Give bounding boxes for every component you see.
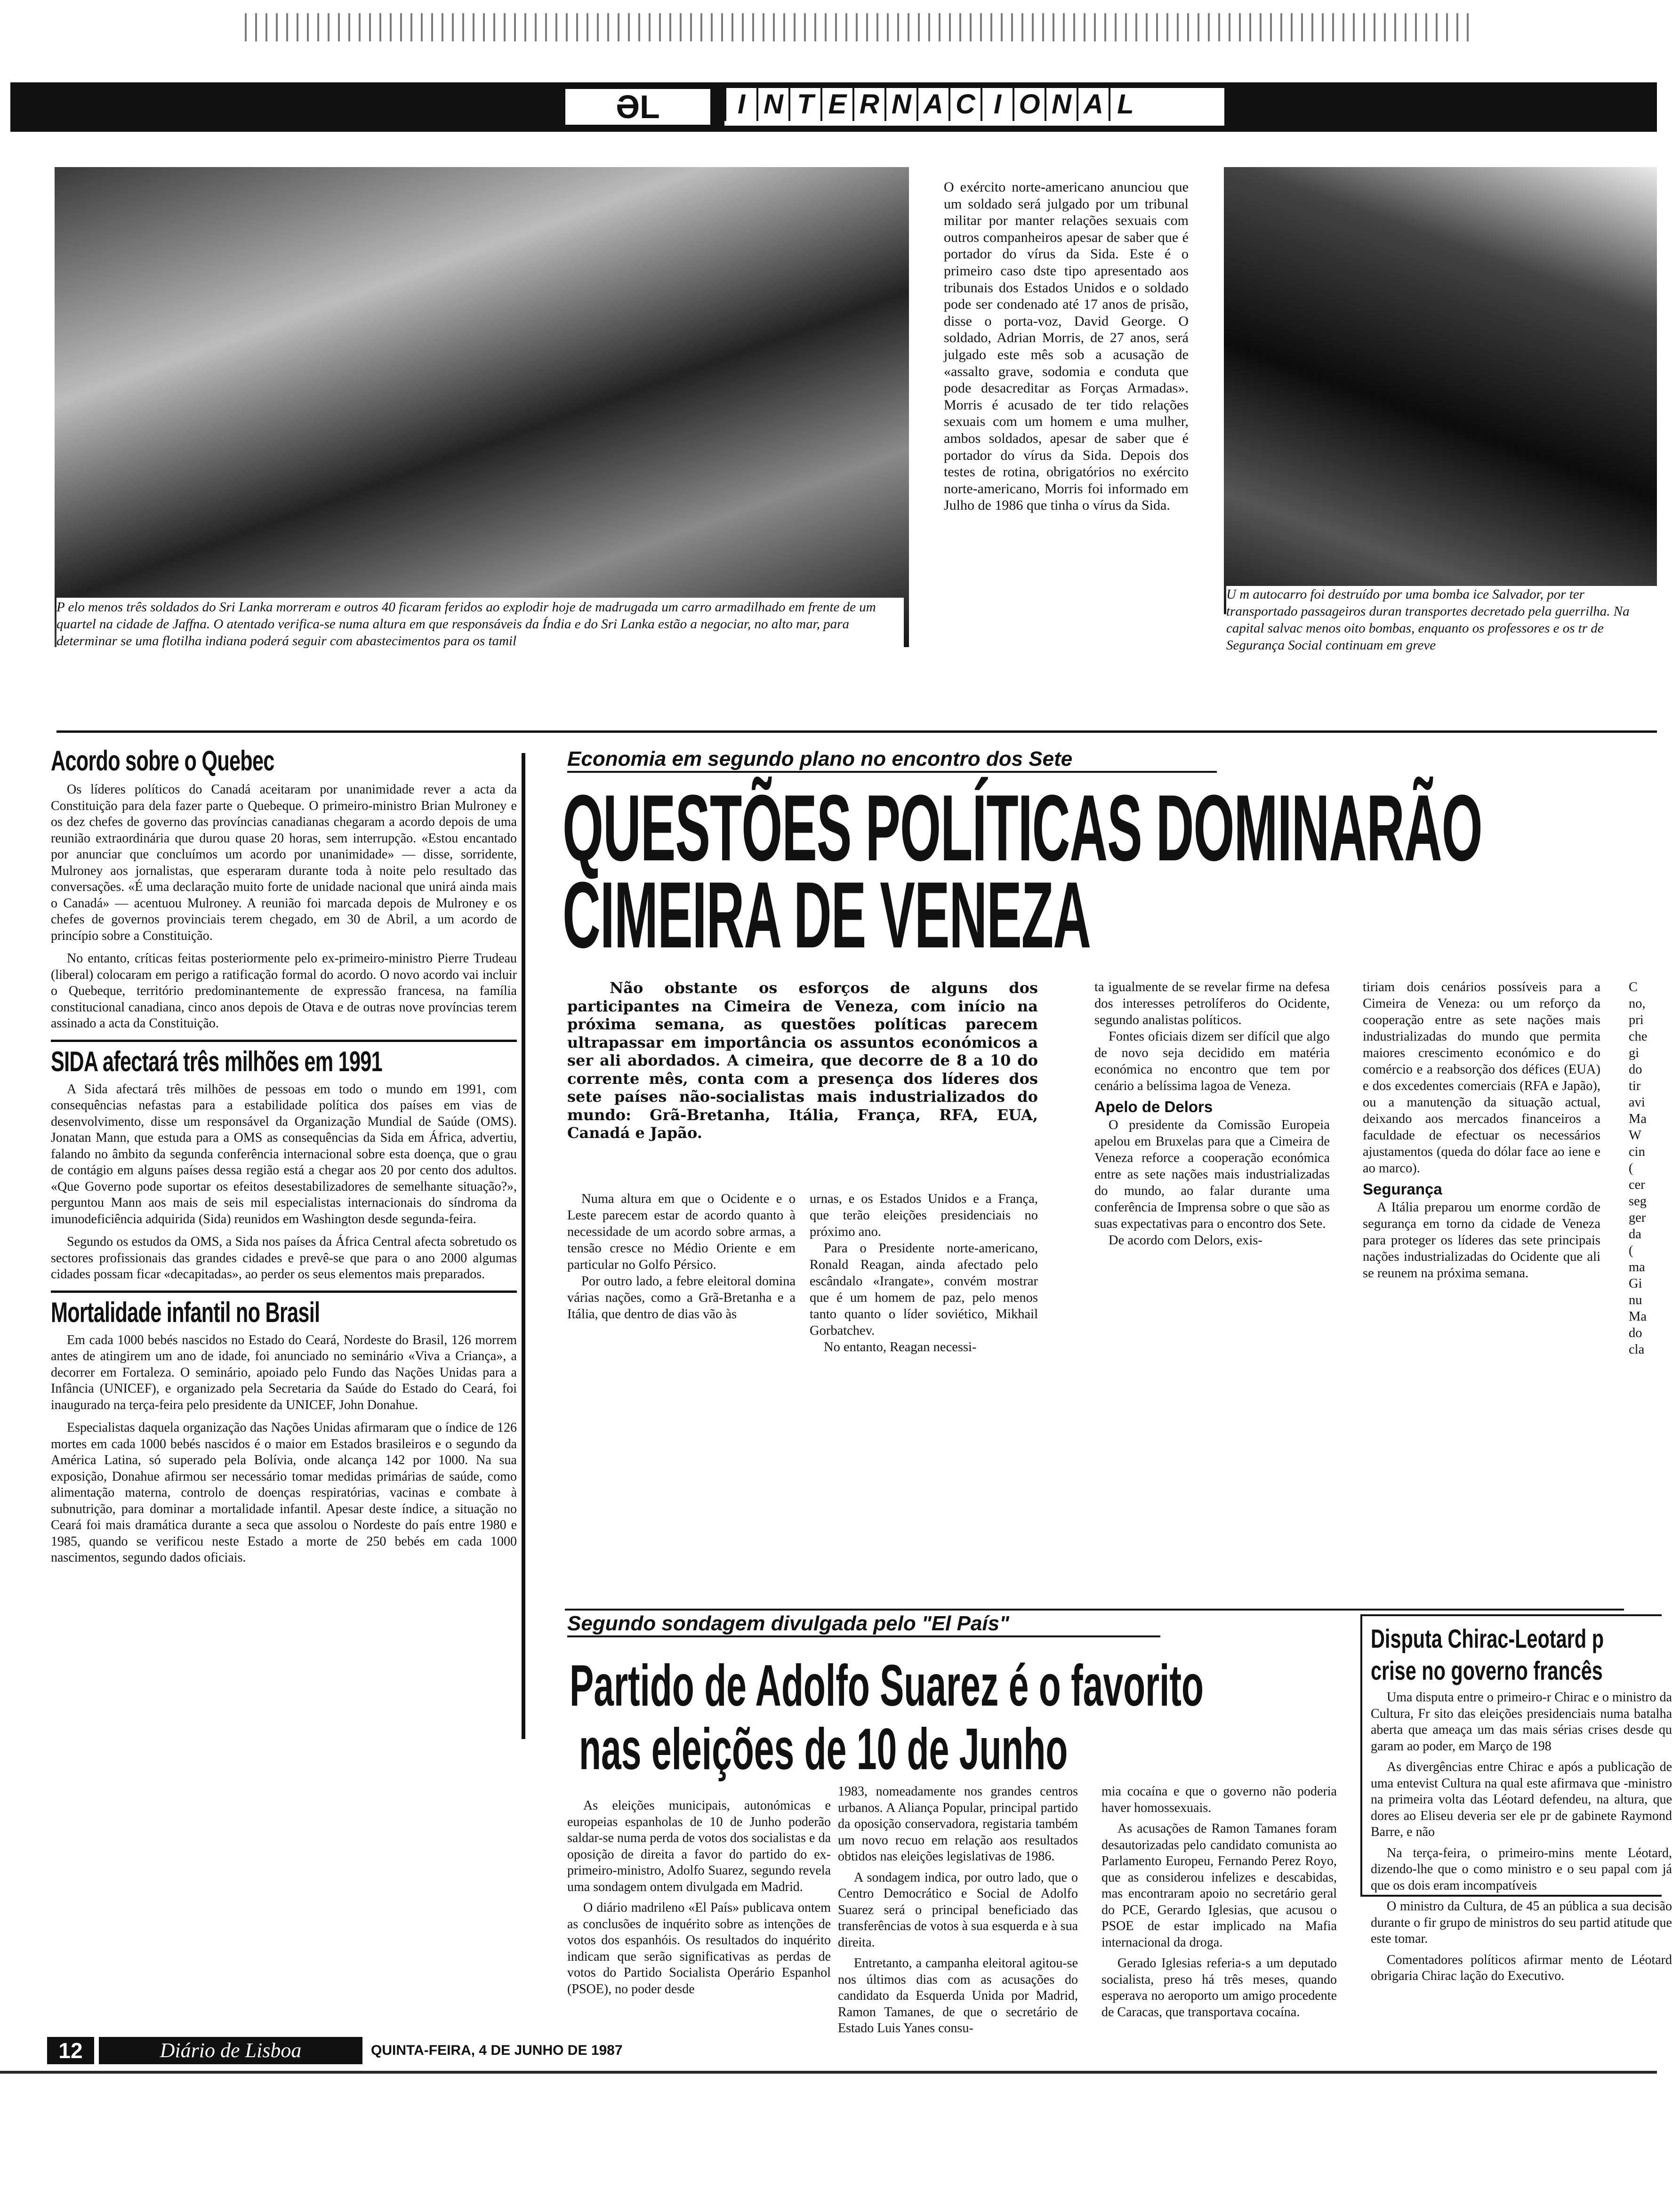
suarez-headline-1: Partido de Adolfo Suarez é o favorito bbox=[570, 1653, 1204, 1718]
chirac-p4: O ministro da Cultura, de 45 an pública a sua decisão durante o fir grupo de ministros do seu partid atitude que este tomar. bbox=[1371, 1899, 1672, 1946]
section-title-letter: O bbox=[1013, 88, 1045, 121]
section-title-letter: E bbox=[820, 88, 852, 121]
cimeira-kicker: Economia em segundo plano no encontro dos Sete bbox=[567, 747, 1217, 773]
section-title-letters bbox=[724, 88, 1224, 121]
section-title-letter: I bbox=[981, 88, 1013, 121]
divider-mid bbox=[565, 1609, 1624, 1611]
section-title-box bbox=[723, 86, 1226, 128]
section-badge: ƏL bbox=[563, 86, 713, 128]
suarez-col-3 bbox=[1101, 1784, 1337, 2025]
cimeira-col-5-fragment: C no, pri che gi do tir avi Ma W cin ( cer seg ger da ( ma Gi nu Ma do cla bbox=[1629, 980, 1648, 1357]
quebec-title: Acordo sobre o Quebec bbox=[51, 745, 274, 777]
page-number: 12 bbox=[47, 2037, 94, 2064]
suarez-col1-p2: O diário madrileno «El País» publicava ontem as conclusões de inquérito sobre as intenções de votos dos espanhóis. Os resultados do inquérito indicam que serão significativas as perdas de votos do Partido Socialista Operário Espanhol (PSOE), no poder desde bbox=[567, 1900, 831, 1996]
chirac-title-2: crise no governo francês bbox=[1371, 1656, 1603, 1685]
suarez-col2-p2: A sondagem indica, por outro lado, que o Centro Democrático e Social de Adolfo Suarez será o principal beneficiado das transferências de votos à sua esquerda e à sua direita. bbox=[838, 1870, 1078, 1950]
cimeira-col1-p2: Por outro lado, a febre eleitoral domina várias nações, como a Grã-Bretanha e a Itália, que dentro de dias vão às bbox=[567, 1274, 796, 1322]
vertical-rule bbox=[522, 753, 525, 1739]
cimeira-col2-p1: urnas, e os Estados Unidos e a França, que terão eleições presidenciais no próximo ano. bbox=[810, 1192, 1038, 1239]
brasil-title: Mortalidade infantil no Brasil bbox=[51, 1296, 320, 1328]
cimeira-headline-2: CIMEIRA DE VENEZA bbox=[563, 863, 1091, 968]
sida-military-story bbox=[944, 179, 1189, 701]
photo-soldiers-sri-lanka bbox=[55, 167, 909, 647]
suarez-headline-2: nas eleições de 10 de Junho bbox=[579, 1717, 1068, 1782]
cimeira-lead-text: Não obstante os esforços de alguns dos participantes na Cimeira de Veneza, com início na próxima semana, as questões políticas parecem ultrapassar em importância os assuntos económicos a ser ali abordados. A cimeira, que decorre de 8 a 10 do corrente mês, conta com a presença dos líderes dos sete países não-socialistas mais industrializados do mundo: Grã-Bretanha, Itália, França, RFA, EUA, Canadá e Japão. bbox=[567, 979, 1038, 1142]
sida-paragraph-1: A Sida afectará três milhões de pessoas em todo o mundo em 1991, com consequências nefastas para a estabilidade política dos países em vias de desenvolvimento, disse um responsável da Organização Mundial de Saúde (OMS). Jonatan Mann, que estuda para a OMS as consequências da Sida em África, advertiu, falando no âmbito da segunda conferência internacional sobre esta doença, que o grau de contágio em alguns países dessa região está a chegar aos 20 por cento dos adultos. «Que Governo pode suportar os efeitos desestabilizadores de semelhante situação?», perguntou Mann aos mais de seis mil especialistas internacionais do síndroma da imunodeficiência adquirida (Sida) reunidos em Washington desde segunda-feira. bbox=[51, 1082, 517, 1226]
newspaper-name: Diário de Lisboa bbox=[99, 2037, 362, 2064]
quebec-paragraph-1: Os líderes políticos do Canadá aceitaram por unanimidade rever a acta da Constituição para dela fazer parte o Quebeque. O primeiro-ministro Brian Mulroney e os dez chefes de governo das províncias canadianas chegaram a acordo depois de uma reunião extraordinária que durou quase 20 horas, sem interrupção. «Estou encantado por anunciar que concluímos um acordo por unanimidade» — disse, sorridente, Mulroney aos jornalistas, que esperaram durante toda à noite pelo resultado das conversações. «É uma declaração muito forte de unidade nacional que unirá ainda mais o Canadá» — acentuou Mulroney. A reunião foi marcada depois de Mulroney e os chefes de governos provinciais terem chegado, em 30 de Abril, a um acordo de princípio sobre a Constituição. bbox=[51, 782, 517, 943]
photo-left-caption: P elo menos três soldados do Sri Lanka morreram e outros 40 ficaram feridos ao explodir hoje de madrugada um carro armadilhado em frente de um quartel na cidade de Jaffna. O atentado verifica-se numa altura em que responsáveis da Índia e do Sri Lanka estão a negociar, no alto mar, para determinar se uma flotilha indiana poderá seguir com abastecimentos para os tamil bbox=[56, 600, 876, 649]
photo-right-caption: U m autocarro foi destruído por uma bomba ice Salvador, por ter transportado passageiros duran transportes decretado pela guerrilha. Na capital salvac menos oito bombas, enquanto os professores e os tr de Segurança Social continuam em greve bbox=[1226, 587, 1630, 653]
section-title-letter: N bbox=[756, 88, 788, 121]
chirac-p2: As divergências entre Chirac e após a publicação de uma entevist Cultura na qual este afirmava que -ministro na primeira volta das Léotard defendeu, na altura, que dores ao Eliseu deveria ser ele pr de gabinete Raymond Barre, e não bbox=[1371, 1760, 1672, 1839]
suarez-col1-p1: As eleições municipais, autonómicas e europeias espanholas de 10 de Junho poderão saldar-se numa perda de votos dos socialistas e da oposição de direita a favor do partido do ex-primeiro-ministro, Adolfo Suarez, segundo revela uma sondagem ontem divulgada em Madrid. bbox=[567, 1798, 831, 1894]
section-title-letter: L bbox=[1109, 88, 1141, 121]
chirac-title-1: Disputa Chirac-Leotard p bbox=[1371, 1624, 1604, 1653]
brasil-paragraph-2: Especialistas daquela organização das Nações Unidas afirmaram que o índice de 126 mortes em cada 1000 bebés nascidos é o maior em Estados brasileiros e o segundo da América Latina, só superado pela Bolívia, onde alcança 142 por 1000. Na sua exposição, Donahue afirmou ser necessário tomar medidas primárias de saúde, como alimentação materna, controlo de doenças respiratórias, vacinas e combate à subnutrição, para dominar a mortalidade infantil. Apesar deste índice, a situação no Ceará foi mais dramática durante a seca que assolou o Nordeste do país entre 1980 e 1985, quando se verificou neste Estado a morte de 250 bebés em cada 1000 nascimentos, segundo dados oficiais. bbox=[51, 1420, 517, 1565]
left-column bbox=[51, 746, 517, 1767]
chirac-p5: Comentadores políticos afirmar mento de Léotard obrigaria Chirac lação do Executivo. bbox=[1371, 1952, 1672, 1983]
suarez-col-2 bbox=[838, 1784, 1078, 2042]
cimeira-subhead-seguranca: Segurança bbox=[1363, 1180, 1442, 1198]
suarez-col3-p2: As acusações de Ramon Tamanes foram desautorizadas pelo candidato comunista ao Parlamento Europeu, Fernando Perez Royo, que as considerou infelizes e descabidas, mas encontraram apoio no secretário geral do PCE, Gerardo Iglesias, que acusou o PSOE de estar implicado na Mafia internacional da droga. bbox=[1101, 1821, 1337, 1950]
suarez-col-1 bbox=[567, 1798, 831, 2002]
suarez-kicker: Segundo sondagem divulgada pelo "El País" bbox=[567, 1612, 1160, 1637]
section-title-letter: T bbox=[788, 88, 820, 121]
cimeira-col-3 bbox=[1094, 979, 1330, 1249]
photo-right-caption-box bbox=[1226, 586, 1657, 713]
sida-paragraph-2: Segundo os estudos da OMS, a Sida nos países da África Central afecta sobretudo os sectores profissionais das grandes cidades e prevê-se que para o ano 2000 algumas cidades possam ficar «decapitadas», ao perder os seus elementos mais preparados. bbox=[51, 1234, 517, 1282]
cimeira-col1-p1: Numa altura em que o Ocidente e o Leste parecem estar de acordo quanto à necessidade de um acordo sobre armas, a tensão cresce no Médio Oriente e em particular no Golfo Pérsico. bbox=[567, 1192, 796, 1272]
divider-top bbox=[56, 730, 1657, 733]
footer bbox=[47, 2037, 706, 2065]
suarez-col3-p1: mia cocaína e que o governo não poderia haver homossexuais. bbox=[1101, 1784, 1337, 1815]
cimeira-col3-p1: ta igualmente de se revelar firme na defesa dos interesses petrolíferos do Ocidente, segundo analistas políticos. bbox=[1094, 980, 1330, 1027]
footer-rule bbox=[0, 2071, 1657, 2074]
section-title-letter: A bbox=[916, 88, 949, 121]
cimeira-subhead-delors: Apelo de Delors bbox=[1094, 1098, 1213, 1115]
cimeira-col-2 bbox=[810, 1191, 1038, 1355]
cimeira-col3-p2: Fontes oficiais dizem ser difícil que algo de novo seja decidido em matéria económica no encontro que tem por cenário a belíssima lagoa de Veneza. bbox=[1094, 1029, 1330, 1093]
quebec-paragraph-2: No entanto, críticas feitas posteriormente pelo ex-primeiro-ministro Pierre Trudeau (liberal) colocaram em perigo a ratificação formal do acordo. O novo acordo vai incluir o Quebeque, território predominantemente de expressão francesa, na família constitucional canadiana, cinco anos depois de Otava e de outras nove províncias terem assinado a acta da Constituição. bbox=[51, 951, 517, 1031]
photo-bus-el-salvador bbox=[1224, 167, 1657, 614]
section-title-letter: A bbox=[1077, 88, 1109, 121]
chirac-box bbox=[1360, 1614, 1672, 1983]
photo-left-caption-box bbox=[56, 598, 904, 715]
chirac-p3: Na terça-feira, o primeiro-mins mente Léotard, dizendo-lhe que o como ministro e o seu papal com já que os dois eram incompatíveis bbox=[1371, 1845, 1672, 1893]
section-title-letter: R bbox=[852, 88, 884, 121]
cimeira-col2-p3: No entanto, Reagan necessi- bbox=[824, 1340, 977, 1354]
suarez-col2-p3: Entretanto, a campanha eleitoral agitou-se nos últimos dias com as acusações do candidato da Esquerda Unida por Madrid, Ramon Tamanes, de que o secretário de Estado Luis Yanes consu- bbox=[838, 1956, 1078, 2036]
cimeira-col-4 bbox=[1363, 979, 1600, 1282]
section-title-letter: N bbox=[884, 88, 916, 121]
sida-title: SIDA afectará três milhões em 1991 bbox=[51, 1045, 382, 1077]
cimeira-col-1 bbox=[567, 1191, 796, 1322]
brasil-paragraph-1: Em cada 1000 bebés nascidos no Estado do Ceará, Nordeste do Brasil, 126 morrem antes de atingirem um ano de idade, foi anunciado no seminário «Viva a Criança», a decorrer em Fortaleza. O seminário, apoiado pelo Fundo das Nações Unidas para a Infância (UNICEF), e organizado pela Secretaria da Saúde do Estado do Ceará, foi inaugurado na terça-feira pelo presidente da UNICEF, John Donahue. bbox=[51, 1332, 517, 1412]
cimeira-col4-p1: tiriam dois cenários possíveis para a Cimeira de Veneza: ou um reforço da cooperação entre as sete nações mais industrializadas do mundo que permita maiores crescimento económico e do comércio e a reabsorção dos défices (EUA) e dos excedentes comerciais (RFA e Japão), ou a manutenção da situação actual, deixando aos mercados financeiros a faculdade de efectuar os necessários ajustamentos (queda do dólar face ao iene e ao marco). bbox=[1363, 980, 1600, 1176]
cimeira-lead bbox=[567, 979, 1038, 1142]
cimeira-headline-1: QUESTÕES POLÍTICAS DOMINARÃO bbox=[563, 776, 1482, 881]
section-title-letter: N bbox=[1045, 88, 1077, 121]
cimeira-col3-p4: De acordo com Delors, exis- bbox=[1109, 1233, 1262, 1248]
cimeira-col3-p3: O presidente da Comissão Europeia apelou em Bruxelas para que a Cimeira de Veneza reforce a cooperação económica entre as sete nações mais industrializadas do mundo, ao falar durante uma conferência de Imprensa sobre o que são as suas expectativas para o encontro dos Sete. bbox=[1094, 1118, 1330, 1231]
chirac-p1: Uma disputa entre o primeiro-r Chirac e o ministro da Cultura, Fr sito das eleições presidenciais numa batalha aberta que ameaça um das mais sérias crises desde qu garam ao poder, em Março de 198 bbox=[1371, 1690, 1672, 1754]
suarez-col2-p1: 1983, nomeadamente nos grandes centros urbanos. A Aliança Popular, principal partido da oposição conservadora, registaria também um novo recuo em relação aos resultados obtidos nas eleições legislativas de 1986. bbox=[838, 1784, 1078, 1864]
cimeira-col4-p2: A Itália preparou um enorme cordão de segurança em torno da cidade de Veneza para proteger os líderes das sete principais nações industrializadas do Ocidente que ali se reunem na próxima semana. bbox=[1363, 1200, 1600, 1281]
suarez-col3-p3: Gerado Iglesias referia-s a um deputado socialista, preso há três meses, quando esperava no aeroporto um amigo procedente de Caracas, que transportava cocaína. bbox=[1101, 1956, 1337, 2020]
top-tick-strip bbox=[245, 13, 1469, 41]
cimeira-col2-p2: Para o Presidente norte-americano, Ronald Reagan, ainda afectado pelo escândalo «Irangate», convém mostrar que é um homem de paz, pelo menos tanto quanto o líder soviético, Mikhail Gorbatchev. bbox=[810, 1241, 1038, 1338]
footer-date: QUINTA-FEIRA, 4 DE JUNHO DE 1987 bbox=[371, 2043, 623, 2058]
section-title-letter: C bbox=[949, 88, 981, 121]
sida-military-text: O exército norte-americano anunciou que um soldado será julgado por um tribunal militar por manter relações sexuais com outros companheiros apesar de saber que é portador do vírus da Sida. Este é o primeiro caso dste tipo apresentado aos tribunais dos Estados Unidos e o soldado pode ser condenado até 17 anos de prisão, disse o porta-voz, David George. O soldado, Adrian Morris, de 27 anos, será julgado este mês sob a acusação de «assalto grave, sodomia e conduta que pode desacreditar as Forças Armadas». Morris é acusado de ter tido relações sexuais com um homem e uma mulher, ambos soldados, apesar de saber que é portador do vírus da Sida. Depois dos testes de rotina, obrigatórios no exército norte-americano, Morris foi informado em Julho de 1986 que tinha o vírus da Sida. bbox=[944, 179, 1189, 513]
section-title-letter: I bbox=[724, 88, 756, 121]
